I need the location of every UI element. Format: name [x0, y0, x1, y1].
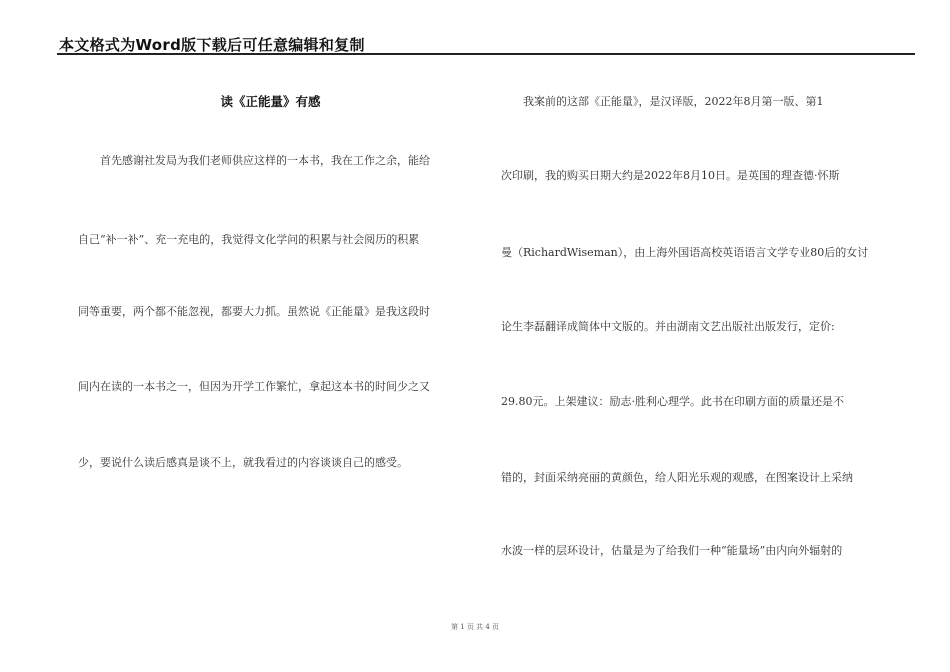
paragraph-line: 我案前的这部《正能量》，是汉译版，2022年8月第一版、第1: [501, 95, 824, 108]
paragraph-line: 自己“补一补”、充一充电的，我觉得文化学问的积累与社会阅历的积累: [78, 233, 420, 246]
paragraph-line: 少，要说什么读后感真是谈不上，就我看过的内容谈谈自己的感受。: [78, 456, 408, 469]
paragraph-line: 论生李磊翻译成简体中文版的。并由湖南文艺出版社出版发行，定价:: [501, 320, 835, 333]
paragraph-line: 首先感谢社发局为我们老师供应这样的一本书，我在工作之余，能给: [78, 154, 430, 167]
page-number: 第 1 页 共 4 页: [450, 623, 500, 631]
paragraph-line: 次印刷，我的购买日期大约是2022年8月10日。是英国的理查德·怀斯: [501, 169, 840, 182]
paragraph-line: 错的，封面采纳亮丽的黄颜色，给人阳光乐观的观感，在图案设计上采纳: [501, 471, 853, 484]
paragraph-line: 同等重要，两个都不能忽视，都要大力抓。虽然说《正能量》是我这段时: [78, 305, 430, 318]
header-rule: [57, 53, 915, 55]
paragraph-line: 29.80元。上架建议：励志·胜利心理学。此书在印刷方面的质量还是不: [501, 395, 844, 408]
paragraph-line: 间内在读的一本书之一，但因为开学工作繁忙，拿起这本书的时间少之又: [78, 380, 430, 393]
header-title: 本文格式为Word版下载后可任意编辑和复制: [59, 36, 365, 54]
document-title: 读《正能量》有感: [220, 94, 321, 109]
paragraph-line: 水波一样的层环设计，估量是为了给我们一种“能量场”由内向外辐射的: [501, 544, 843, 557]
paragraph-line: 曼（RichardWiseman），由上海外国语高校英语语言文学专业80后的女讨: [501, 246, 869, 259]
